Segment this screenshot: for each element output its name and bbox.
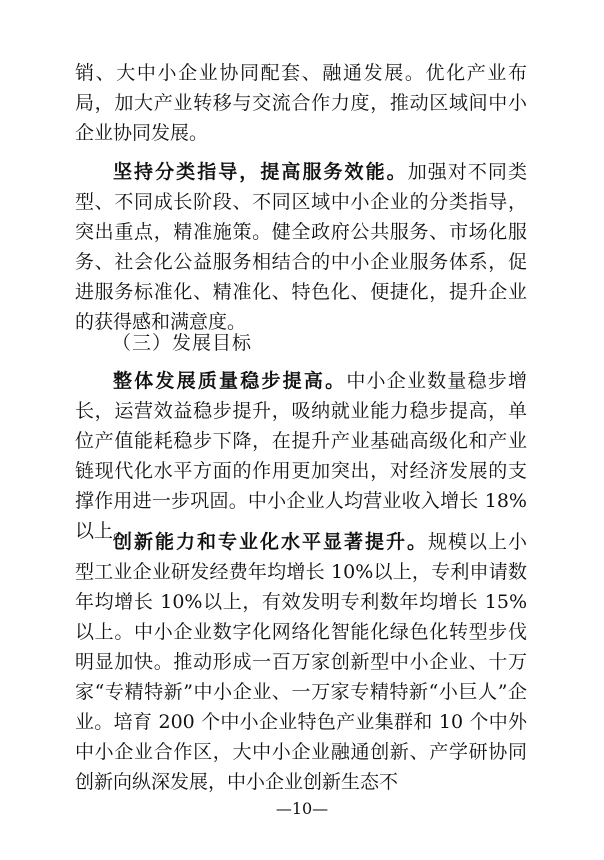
paragraph-lead-bold: 整体发展质量稳步提高。 bbox=[113, 370, 347, 392]
paragraph-lead-bold: 创新能力和专业化水平显著提升。 bbox=[113, 531, 428, 553]
paragraph-innovation bbox=[75, 527, 527, 797]
paragraph-continuation bbox=[75, 58, 527, 148]
paragraph-text: 加强对不同类型、不同成长阶段、不同区域中小企业的分类指导，突出重点，精准施策。健全政府公共服务、市场化服务、社会化公益服务相结合的中小企业服务体系，促进服务标准化、精准化、特色化、便捷化，提升企业的获得感和满意度。 bbox=[75, 161, 527, 333]
paragraph-classified-guidance bbox=[75, 157, 527, 337]
paragraph-text: 规模以上小型工业企业研发经费年均增长 10%以上，专利申请数年均增长 10%以上，有效发明专利数年均增长 15%以上。中小企业数字化网络化智能化绿色化转型步伐明显加快。推动形成一百万家创新型中小企业、十万家“专精特新”中小企业、一万家专精特新“小巨人”企业。培育 200 个中小企业特色产业集群和 10 个中外中小企业合作区，大中小企业融通创新、产学研协同创新向纵深发展，中小企业创新生态不 bbox=[75, 531, 527, 793]
section-heading: （三）发展目标 bbox=[112, 332, 253, 354]
paragraph-lead-bold: 坚持分类指导，提高服务效能。 bbox=[113, 161, 408, 183]
paragraph-text: 销、大中小企业协同配套、融通发展。优化产业布局，加大产业转移与交流合作力度，推动区域间中小企业协同发展。 bbox=[75, 62, 527, 144]
paragraph-text: 中小企业数量稳步增长，运营效益稳步提升，吸纳就业能力稳步提高，单位产值能耗稳步下降，在提升产业基础高级化和产业链现代化水平方面的作用更加突出，对经济发展的支撑作用进一步巩固。中小企业人均营业收入增长 18%以上。 bbox=[75, 370, 527, 542]
paragraph-overall-quality bbox=[75, 366, 527, 546]
page-number: —10— bbox=[275, 799, 329, 818]
